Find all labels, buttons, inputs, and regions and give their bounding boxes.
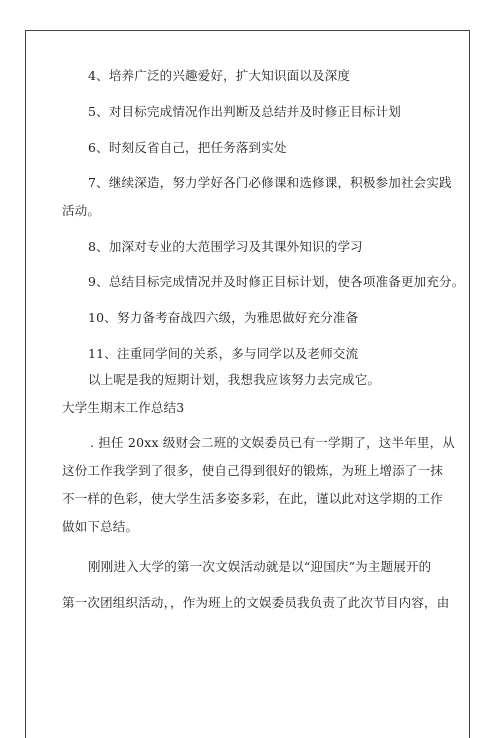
list-item-10: 10、努力备考奋战四六级，为雅思做好充分准备 xyxy=(88,310,359,325)
list-item-6: 6、时刻反省自己，把任务落到实处 xyxy=(88,140,287,155)
paragraph-2-line-2: 第一次团组织活动，，作为班上的文娱委员我负责了此次节目内容，由 xyxy=(62,595,450,610)
list-item-11: 11、注重同学间的关系，多与同学以及老师交流 xyxy=(88,346,359,361)
paragraph-1-line-2: 这份工作我学到了很多，使自己得到很好的锻炼，为班上增添了一抹 xyxy=(62,463,444,478)
paragraph-1-line-3: 不一样的色彩，使大学生活多姿多彩，在此，谨以此对这学期的工作 xyxy=(62,491,444,506)
closing-sentence: 以上呢是我的短期计划，我想我应该努力去完成它。 xyxy=(88,372,381,387)
section-title: 大学生期末工作总结3 xyxy=(62,400,185,415)
list-item-7: 7、继续深造，努力学好各门必修课和选修课，积极参加社会实践 xyxy=(88,175,452,190)
list-item-7-continuation: 活动。 xyxy=(62,203,101,218)
paragraph-1-line-1: . 担任 20xx 级财会二班的文娱委员已有一学期了，这半年里，从 xyxy=(90,435,455,450)
list-item-8: 8、加深对专业的大范围学习及其课外知识的学习 xyxy=(88,239,363,254)
list-item-5: 5、对目标完成情况作出判断及总结并及时修正目标计划 xyxy=(88,104,401,119)
list-item-4: 4、培养广泛的兴趣爱好，扩大知识面以及深度 xyxy=(88,68,351,83)
paragraph-1-line-4: 做如下总结。 xyxy=(62,519,139,534)
list-item-9: 9、总结目标完成情况并及时修正目标计划，使各项准备更加充分。 xyxy=(88,274,465,289)
paragraph-2-line-1: 刚刚进入大学的第一次文娱活动就是以“迎国庆”为主题展开的 xyxy=(88,559,432,574)
